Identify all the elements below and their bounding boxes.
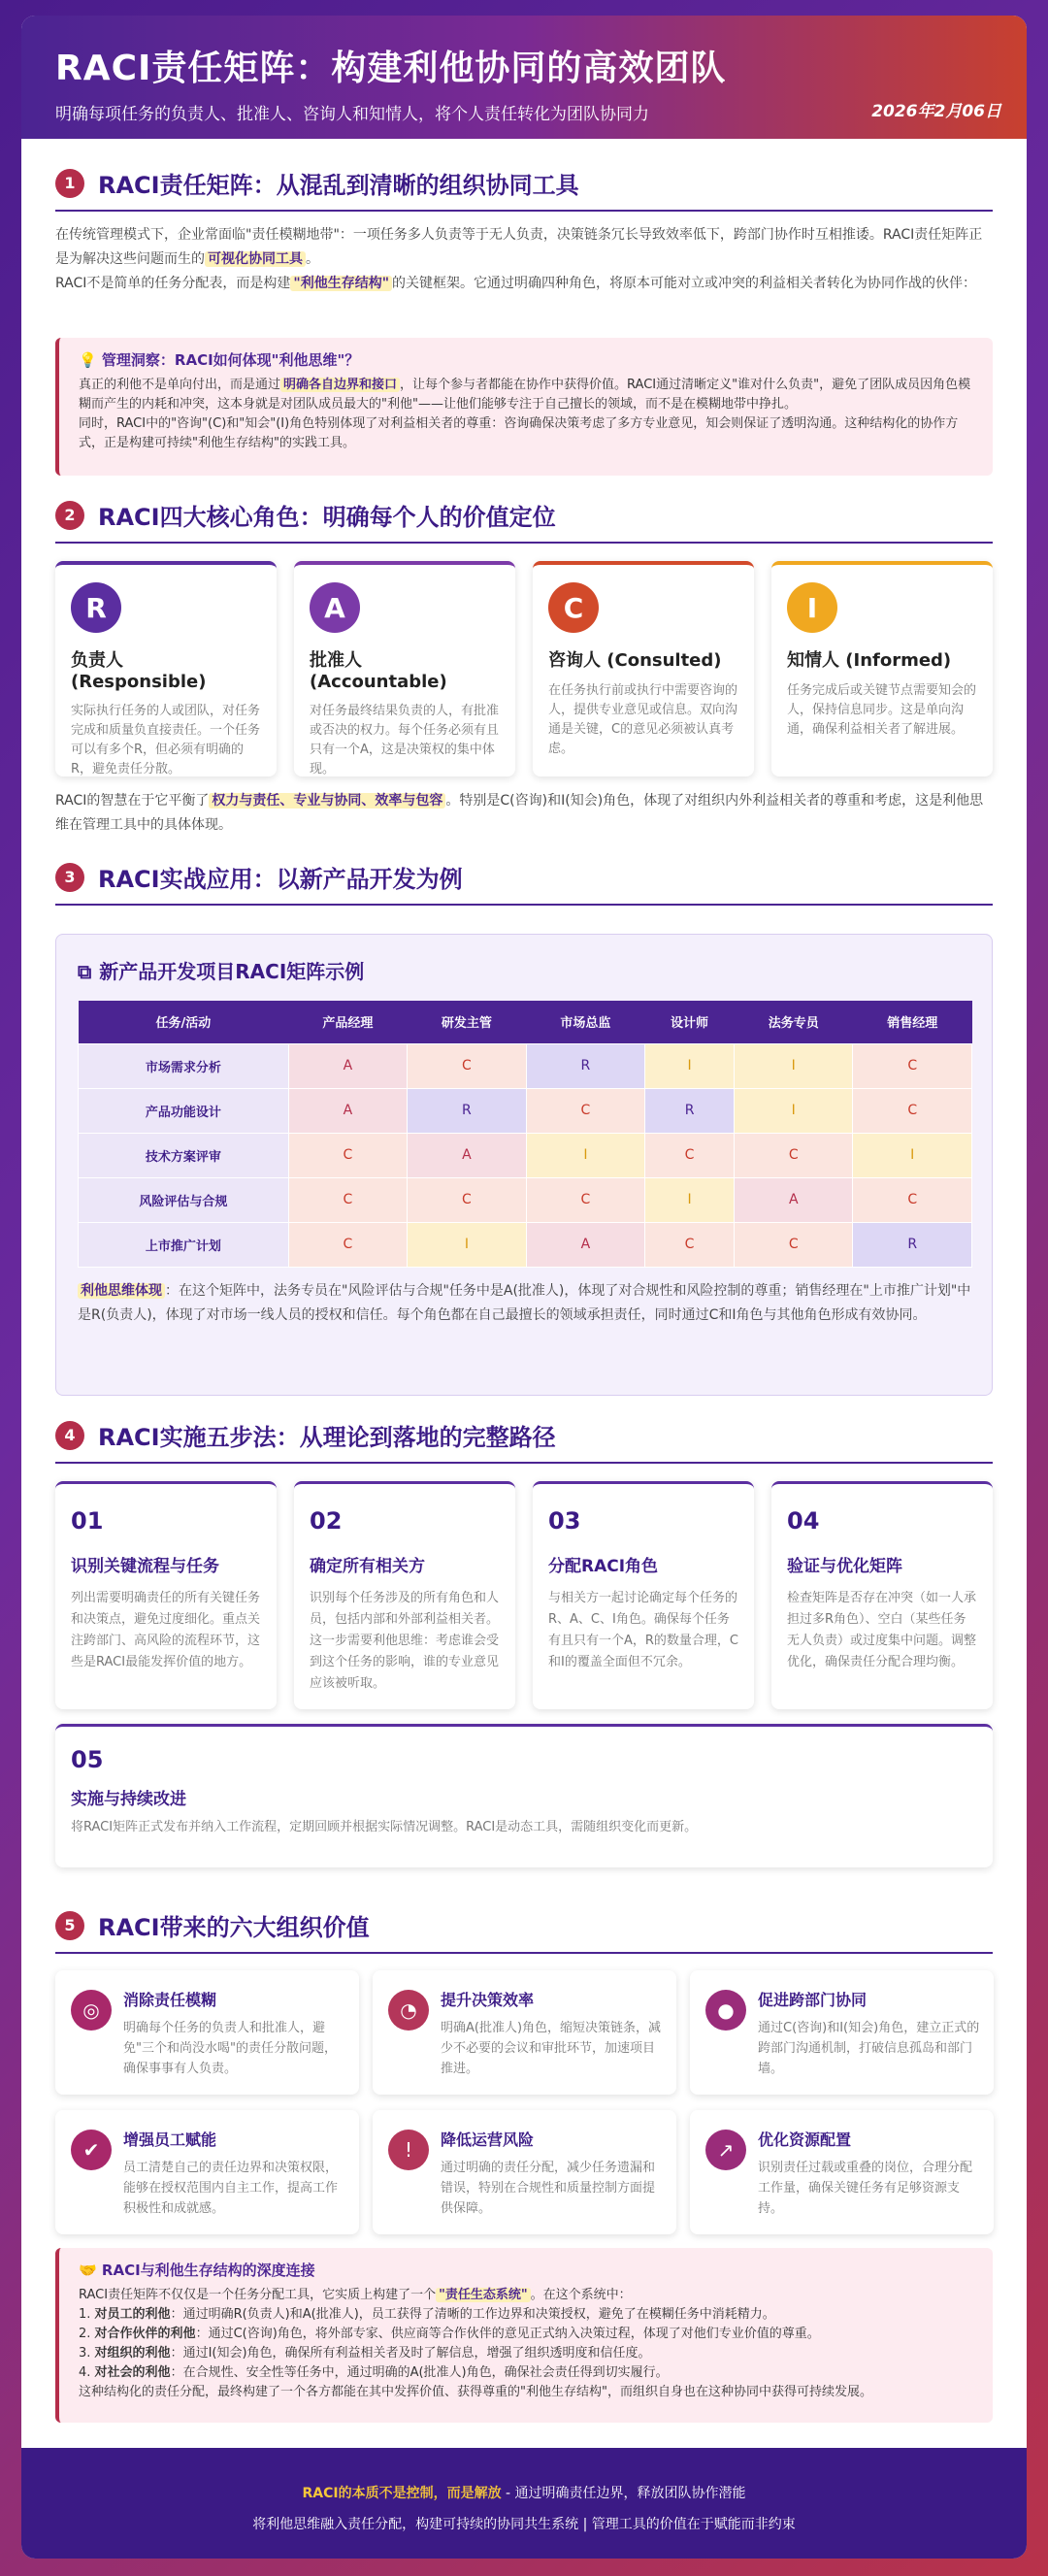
footer-line-2: 将利他思维融入责任分配，构建可持续的协同共生系统 | 管理工具的价值在于赋能而非约束 bbox=[252, 2517, 796, 2532]
item-key: 对合作伙伴的利他 bbox=[94, 2327, 196, 2341]
value-title: 增强员工赋能 bbox=[123, 2130, 217, 2149]
step-title: 确定所有相关方 bbox=[310, 1557, 425, 1576]
header-banner bbox=[21, 16, 1027, 139]
matrix-role-cell: R bbox=[853, 1222, 972, 1267]
insight-list-item: 4. 对社会的利他：在合规性、安全性等任务中，通过明确的A(批准人)角色，确保社会责任得到切实履行。 bbox=[79, 2365, 669, 2380]
section-number: 5 bbox=[55, 1911, 84, 1940]
matrix-task-cell: 上市推广计划 bbox=[79, 1222, 289, 1267]
text: 。特别是C(咨询)和I(知会)角色，体现了对组织内外利益相关者的尊重和考虑，这是利他思维在管理工具中的具体体现。 bbox=[55, 793, 984, 833]
section-number: 4 bbox=[55, 1421, 84, 1450]
matrix-role-cell: C bbox=[853, 1043, 972, 1088]
value-desc: 通过C(咨询)和I(知会)角色，建立正式的跨部门沟通机制，打破信息孤岛和部门墙。 bbox=[758, 2021, 980, 2076]
insight-conclusion: 这种结构化的责任分配，最终构建了一个各方都能在其中发挥价值、获得尊重的"利他生存结构"，而组织自身也在这种协同中获得可持续发展。 bbox=[79, 2385, 872, 2399]
section-title: RACI实施五步法：从理论到落地的完整路径 bbox=[98, 1424, 556, 1451]
insight-list bbox=[79, 2305, 973, 2383]
matrix-note bbox=[78, 1279, 972, 1328]
item-value: ：通过I(知会)角色，确保所有利益相关者及时了解信息，增强了组织透明度和信任度。 bbox=[170, 2346, 651, 2361]
matrix-role-cell: C bbox=[645, 1133, 735, 1177]
matrix-role-cell: C bbox=[288, 1177, 407, 1222]
footer-line-1 bbox=[21, 2483, 1027, 2502]
target-icon: ◎ bbox=[71, 1990, 112, 2031]
value-desc: 明确A(批准人)角色，缩短决策链条，减少不必要的会议和审批环节，加速项目推进。 bbox=[441, 2021, 662, 2076]
matrix-role-cell: I bbox=[853, 1133, 972, 1177]
insight-list-item: 2. 对合作伙伴的利他：通过C(咨询)角色，将外部专家、供应商等合作伙伴的意见正式纳入决策过程，体现了对他们专业价值的尊重。 bbox=[79, 2327, 820, 2341]
item-value: ：通过明确R(负责人)和A(批准人)，员工获得了清晰的工作边界和决策授权，避免了在模糊任务中消耗精力。 bbox=[170, 2307, 775, 2322]
role-desc: 对任务最终结果负责的人，有批准或否决的权力。每个任务必须有且只有一个A，这是决策权的集中体现。 bbox=[310, 704, 500, 776]
text: 真正的利他不是单向付出，而是通过 bbox=[79, 378, 281, 392]
item-value: ：通过C(咨询)角色，将外部专家、供应商等合作伙伴的意见正式纳入决策过程，体现了对他们专业价值的尊重。 bbox=[195, 2327, 820, 2341]
step-title: 验证与优化矩阵 bbox=[787, 1557, 902, 1576]
page-card bbox=[21, 16, 1027, 2559]
matrix-header-cell: 法务专员 bbox=[735, 1001, 853, 1043]
item-key: 对组织的利他 bbox=[94, 2346, 171, 2361]
section-1-header bbox=[55, 166, 993, 212]
highlight: 可视化协同工具 bbox=[205, 251, 306, 267]
step-desc: 与相关方一起讨论确定每个任务的R、A、C、I角色。确保每个任务有且只有一个A，R的数量合理，C和I的覆盖全面但不冗余。 bbox=[548, 1591, 739, 1669]
matrix-role-cell: C bbox=[853, 1088, 972, 1133]
step-number: 01 bbox=[71, 1507, 104, 1535]
team-icon: ● bbox=[705, 1990, 746, 2031]
matrix-role-cell: A bbox=[526, 1222, 644, 1267]
role-desc: 在任务执行前或执行中需要咨询的人，提供专业意见或信息。双向沟通是关键，C的意见必须被认真考虑。 bbox=[548, 683, 738, 756]
matrix-title-text: 新产品开发项目RACI矩阵示例 bbox=[99, 960, 365, 983]
role-letter-icon: R bbox=[71, 582, 121, 633]
matrix-role-cell: C bbox=[288, 1133, 407, 1177]
section-2-paragraph bbox=[55, 789, 993, 838]
section-number: 3 bbox=[55, 863, 84, 892]
section-3-header bbox=[55, 860, 993, 906]
section-title: RACI四大核心角色：明确每个人的价值定位 bbox=[98, 504, 556, 531]
text: RACI责任矩阵不仅仅是一个任务分配工具，它实质上构建了一个 bbox=[79, 2288, 437, 2302]
section-2-header bbox=[55, 498, 993, 544]
step-card bbox=[55, 1724, 993, 1867]
section-5-header bbox=[55, 1908, 993, 1954]
matrix-task-cell: 产品功能设计 bbox=[79, 1088, 289, 1133]
page-date: 2026年2月06日 bbox=[871, 102, 1001, 121]
matrix-header-cell: 市场总监 bbox=[526, 1001, 644, 1043]
highlight: 权力与责任、专业与协同、效率与包容 bbox=[209, 793, 445, 809]
step-number: 04 bbox=[787, 1507, 820, 1535]
value-desc: 通过明确的责任分配，减少任务遗漏和错误，特别在合规性和质量控制方面提供保障。 bbox=[441, 2161, 656, 2216]
role-letter-icon: I bbox=[787, 582, 837, 633]
matrix-role-cell: C bbox=[408, 1177, 526, 1222]
matrix-role-cell: I bbox=[408, 1222, 526, 1267]
network-icon: ⧉ bbox=[78, 960, 92, 983]
text: 的关键框架。它通过明确四种角色，将原本可能对立或冲突的利益相关者转化为协同作战的伙伴： bbox=[392, 276, 976, 291]
insight-box-1 bbox=[55, 338, 993, 476]
section-4 bbox=[55, 1418, 993, 1464]
step-title: 分配RACI角色 bbox=[548, 1557, 659, 1576]
matrix-role-cell: R bbox=[645, 1088, 735, 1133]
role-letter-icon: A bbox=[310, 582, 360, 633]
matrix-header-cell: 研发主管 bbox=[408, 1001, 526, 1043]
section-1-paragraph-2 bbox=[55, 272, 993, 296]
matrix-row bbox=[79, 1043, 972, 1088]
matrix-role-cell: C bbox=[526, 1177, 644, 1222]
handshake-icon: 🤝 bbox=[79, 2262, 97, 2279]
matrix-row bbox=[79, 1222, 972, 1267]
step-title: 识别关键流程与任务 bbox=[71, 1557, 219, 1576]
warning-icon: ! bbox=[388, 2130, 429, 2170]
step-desc: 列出需要明确责任的所有关键任务和决策点，避免过度细化。重点关注跨部门、高风险的流程环节，这些是RACI最能发挥价值的地方。 bbox=[71, 1591, 261, 1669]
step-desc: 将RACI矩阵正式发布并纳入工作流程，定期回顾并根据实际情况调整。RACI是动态工具，需随组织变化而更新。 bbox=[71, 1820, 698, 1834]
step-number: 02 bbox=[310, 1507, 343, 1535]
step-number: 03 bbox=[548, 1507, 581, 1535]
footer-emphasis: RACI的本质不是控制，而是解放 bbox=[302, 2486, 502, 2501]
step-desc: 检查矩阵是否存在冲突（如一人承担过多R角色）、空白（某些任务无人负责）或过度集中问题。调整优化，确保责任分配合理均衡。 bbox=[787, 1591, 977, 1669]
role-name: 咨询人 (Consulted) bbox=[548, 650, 722, 671]
matrix-role-cell: A bbox=[288, 1043, 407, 1088]
text: 。在这个系统中： bbox=[530, 2288, 632, 2302]
matrix-role-cell: C bbox=[735, 1133, 853, 1177]
value-desc: 员工清楚自己的责任边界和决策权限，能够在授权范围内自主工作，提高工作积极性和成就感。 bbox=[123, 2161, 339, 2216]
matrix-role-cell: I bbox=[735, 1088, 853, 1133]
page-subtitle: 明确每项任务的负责人、批准人、咨询人和知情人，将个人责任转化为团队协同力 bbox=[55, 105, 649, 124]
role-name: 批准人 (Accountable) bbox=[310, 650, 447, 692]
insight-title-text: 管理洞察：RACI如何体现"利他思维"？ bbox=[101, 351, 360, 369]
value-card bbox=[373, 1970, 676, 2095]
section-number: 2 bbox=[55, 501, 84, 530]
section-2 bbox=[55, 498, 993, 544]
step-title: 实施与持续改进 bbox=[71, 1790, 186, 1809]
insight-list-item: 3. 对组织的利他：通过I(知会)角色，确保所有利益相关者及时了解信息，增强了组织透明度和信任度。 bbox=[79, 2346, 651, 2361]
matrix-task-cell: 风险评估与合规 bbox=[79, 1177, 289, 1222]
step-card bbox=[55, 1481, 277, 1709]
matrix-role-cell: I bbox=[645, 1043, 735, 1088]
text: ：在这个矩阵中，法务专员在"风险评估与合规"任务中是A(批准人)，体现了对合规性和风险控制的尊重；销售经理在"上市推广计划"中是R(负责人)，体现了对市场一线人员的授权和信任。每个角色都在自己最擅长的领域承担责任，同时通过C和I角色与其他角色形成有效协同。 bbox=[78, 1283, 971, 1323]
matrix-role-cell: A bbox=[288, 1088, 407, 1133]
value-desc: 明确每个任务的负责人和批准人，避免"三个和尚没水喝"的责任分散问题，确保事事有人负责。 bbox=[123, 2021, 337, 2076]
matrix-role-cell: C bbox=[288, 1222, 407, 1267]
matrix-box-title bbox=[78, 956, 364, 984]
role-card bbox=[55, 561, 277, 776]
step-number: 05 bbox=[71, 1746, 104, 1773]
role-letter-icon: C bbox=[548, 582, 599, 633]
highlight: 明确各自边界和接口 bbox=[280, 378, 400, 392]
matrix-task-cell: 技术方案评审 bbox=[79, 1133, 289, 1177]
insight-body bbox=[79, 2286, 973, 2305]
item-key: 对员工的利他 bbox=[94, 2307, 171, 2322]
matrix-task-cell: 市场需求分析 bbox=[79, 1043, 289, 1088]
matrix-role-cell: C bbox=[735, 1222, 853, 1267]
role-name: 知情人 (Informed) bbox=[787, 650, 952, 671]
role-card bbox=[771, 561, 993, 776]
section-3 bbox=[55, 860, 993, 906]
matrix-header-cell: 产品经理 bbox=[288, 1001, 407, 1043]
matrix-header-row bbox=[79, 1001, 972, 1043]
matrix-role-cell: R bbox=[526, 1043, 644, 1088]
role-name: 负责人 (Responsible) bbox=[71, 650, 207, 692]
value-card bbox=[373, 2110, 676, 2234]
raci-matrix-table bbox=[78, 1001, 972, 1268]
highlight: 利他思维体现 bbox=[78, 1283, 165, 1299]
step-card bbox=[533, 1481, 754, 1709]
matrix-header-cell: 任务/活动 bbox=[79, 1001, 289, 1043]
insight-title bbox=[79, 349, 973, 370]
role-card bbox=[294, 561, 515, 776]
gauge-icon: ◔ bbox=[388, 1990, 429, 2031]
value-desc: 识别责任过载或重叠的岗位，合理分配工作量，确保关键任务有足够资源支持。 bbox=[758, 2161, 973, 2216]
matrix-row bbox=[79, 1088, 972, 1133]
value-title: 消除责任模糊 bbox=[123, 1991, 217, 2009]
section-title: RACI带来的六大组织价值 bbox=[98, 1914, 370, 1941]
item-value: ：在合规性、安全性等任务中，通过明确的A(批准人)角色，确保社会责任得到切实履行。 bbox=[170, 2365, 669, 2380]
insight-title-text: RACI与利他生存结构的深度连接 bbox=[101, 2262, 315, 2279]
highlight: "责任生态系统" bbox=[436, 2288, 531, 2302]
text: 。 bbox=[306, 251, 319, 267]
matrix-row bbox=[79, 1177, 972, 1222]
value-title: 促进跨部门协同 bbox=[758, 1991, 868, 2009]
chart-icon: ↗ bbox=[705, 2130, 746, 2170]
matrix-role-cell: R bbox=[408, 1088, 526, 1133]
page-title: RACI责任矩阵：构建利他协同的高效团队 bbox=[55, 49, 727, 88]
matrix-role-cell: C bbox=[853, 1177, 972, 1222]
value-title: 优化资源配置 bbox=[758, 2130, 852, 2149]
section-5 bbox=[55, 1908, 993, 1954]
section-1-paragraph-1 bbox=[55, 223, 993, 272]
matrix-role-cell: I bbox=[645, 1177, 735, 1222]
section-number: 1 bbox=[55, 169, 84, 198]
matrix-row bbox=[79, 1133, 972, 1177]
step-desc: 识别每个任务涉及的所有角色和人员，包括内部和外部利益相关者。这一步需要利他思维：考虑谁会受到这个任务的影响，谁的专业意见应该被听取。 bbox=[310, 1591, 500, 1691]
matrix-role-cell: I bbox=[735, 1043, 853, 1088]
value-title: 降低运营风险 bbox=[441, 2130, 535, 2149]
value-card bbox=[690, 2110, 994, 2234]
text: RACI的智慧在于它平衡了 bbox=[55, 793, 210, 809]
footer bbox=[21, 2448, 1027, 2559]
insight-box-2 bbox=[55, 2248, 993, 2423]
text: - 通过明确责任边界，释放团队协作潜能 bbox=[501, 2486, 746, 2501]
role-card bbox=[533, 561, 754, 776]
section-1 bbox=[55, 166, 993, 296]
value-title: 提升决策效率 bbox=[441, 1991, 535, 2009]
insight-body bbox=[79, 376, 973, 453]
matrix-role-cell: C bbox=[526, 1088, 644, 1133]
matrix-header-cell: 销售经理 bbox=[853, 1001, 972, 1043]
section-title: RACI实战应用：以新产品开发为例 bbox=[98, 866, 463, 893]
matrix-header-cell: 设计师 bbox=[645, 1001, 735, 1043]
user-check-icon: ✔ bbox=[71, 2130, 112, 2170]
text: RACI不是简单的任务分配表，而是构建 bbox=[55, 276, 291, 291]
text: 在传统管理模式下，企业常面临"责任模糊地带"：一项任务多人负责等于无人负责，决策链条冗长导致效率低下，跨部门协作时互相推诿。RACI责任矩阵正是为解决这些问题而生的 bbox=[55, 227, 983, 267]
lightbulb-icon: 💡 bbox=[79, 351, 97, 369]
step-card bbox=[771, 1481, 993, 1709]
section-4-header bbox=[55, 1418, 993, 1464]
matrix-role-cell: A bbox=[735, 1177, 853, 1222]
value-card bbox=[690, 1970, 994, 2095]
insight-title bbox=[79, 2260, 973, 2280]
value-card bbox=[55, 2110, 359, 2234]
highlight: "利他生存结构" bbox=[290, 276, 392, 291]
role-desc: 任务完成后或关键节点需要知会的人，保持信息同步。这是单向沟通，确保利益相关者了解进展。 bbox=[787, 683, 977, 737]
section-title: RACI责任矩阵：从混乱到清晰的组织协同工具 bbox=[98, 172, 579, 199]
matrix-role-cell: I bbox=[526, 1133, 644, 1177]
item-key: 对社会的利他 bbox=[94, 2365, 171, 2380]
text: ，让每个参与者都能在协作中获得价值。RACI通过清晰定义"谁对什么负责"，避免了团队成员因角色模糊而产生的内耗和冲突，这本身就是对团队成员最大的"利他"——让他们能够专注于自己擅长的领域，而不是在模糊地带中挣扎。 bbox=[79, 378, 971, 412]
role-desc: 实际执行任务的人或团队，对任务完成和质量负直接责任。一个任务可以有多个R，但必须有明确的R，避免责任分散。 bbox=[71, 704, 261, 776]
matrix-role-cell: A bbox=[408, 1133, 526, 1177]
matrix-role-cell: C bbox=[408, 1043, 526, 1088]
raci-matrix-box bbox=[55, 934, 993, 1396]
text: 同时，RACI中的"咨询"(C)和"知会"(I)角色特别体现了对利益相关者的尊重：咨询确保决策考虑了多方专业意见，知会则保证了透明沟通。这种结构化的协作方式，正是构建可持续"利他生存结构"的实践工具。 bbox=[79, 416, 959, 450]
insight-list-item: 1. 对员工的利他：通过明确R(负责人)和A(批准人)，员工获得了清晰的工作边界和决策授权，避免了在模糊任务中消耗精力。 bbox=[79, 2307, 775, 2322]
matrix-role-cell: C bbox=[645, 1222, 735, 1267]
value-card bbox=[55, 1970, 359, 2095]
step-card bbox=[294, 1481, 515, 1709]
